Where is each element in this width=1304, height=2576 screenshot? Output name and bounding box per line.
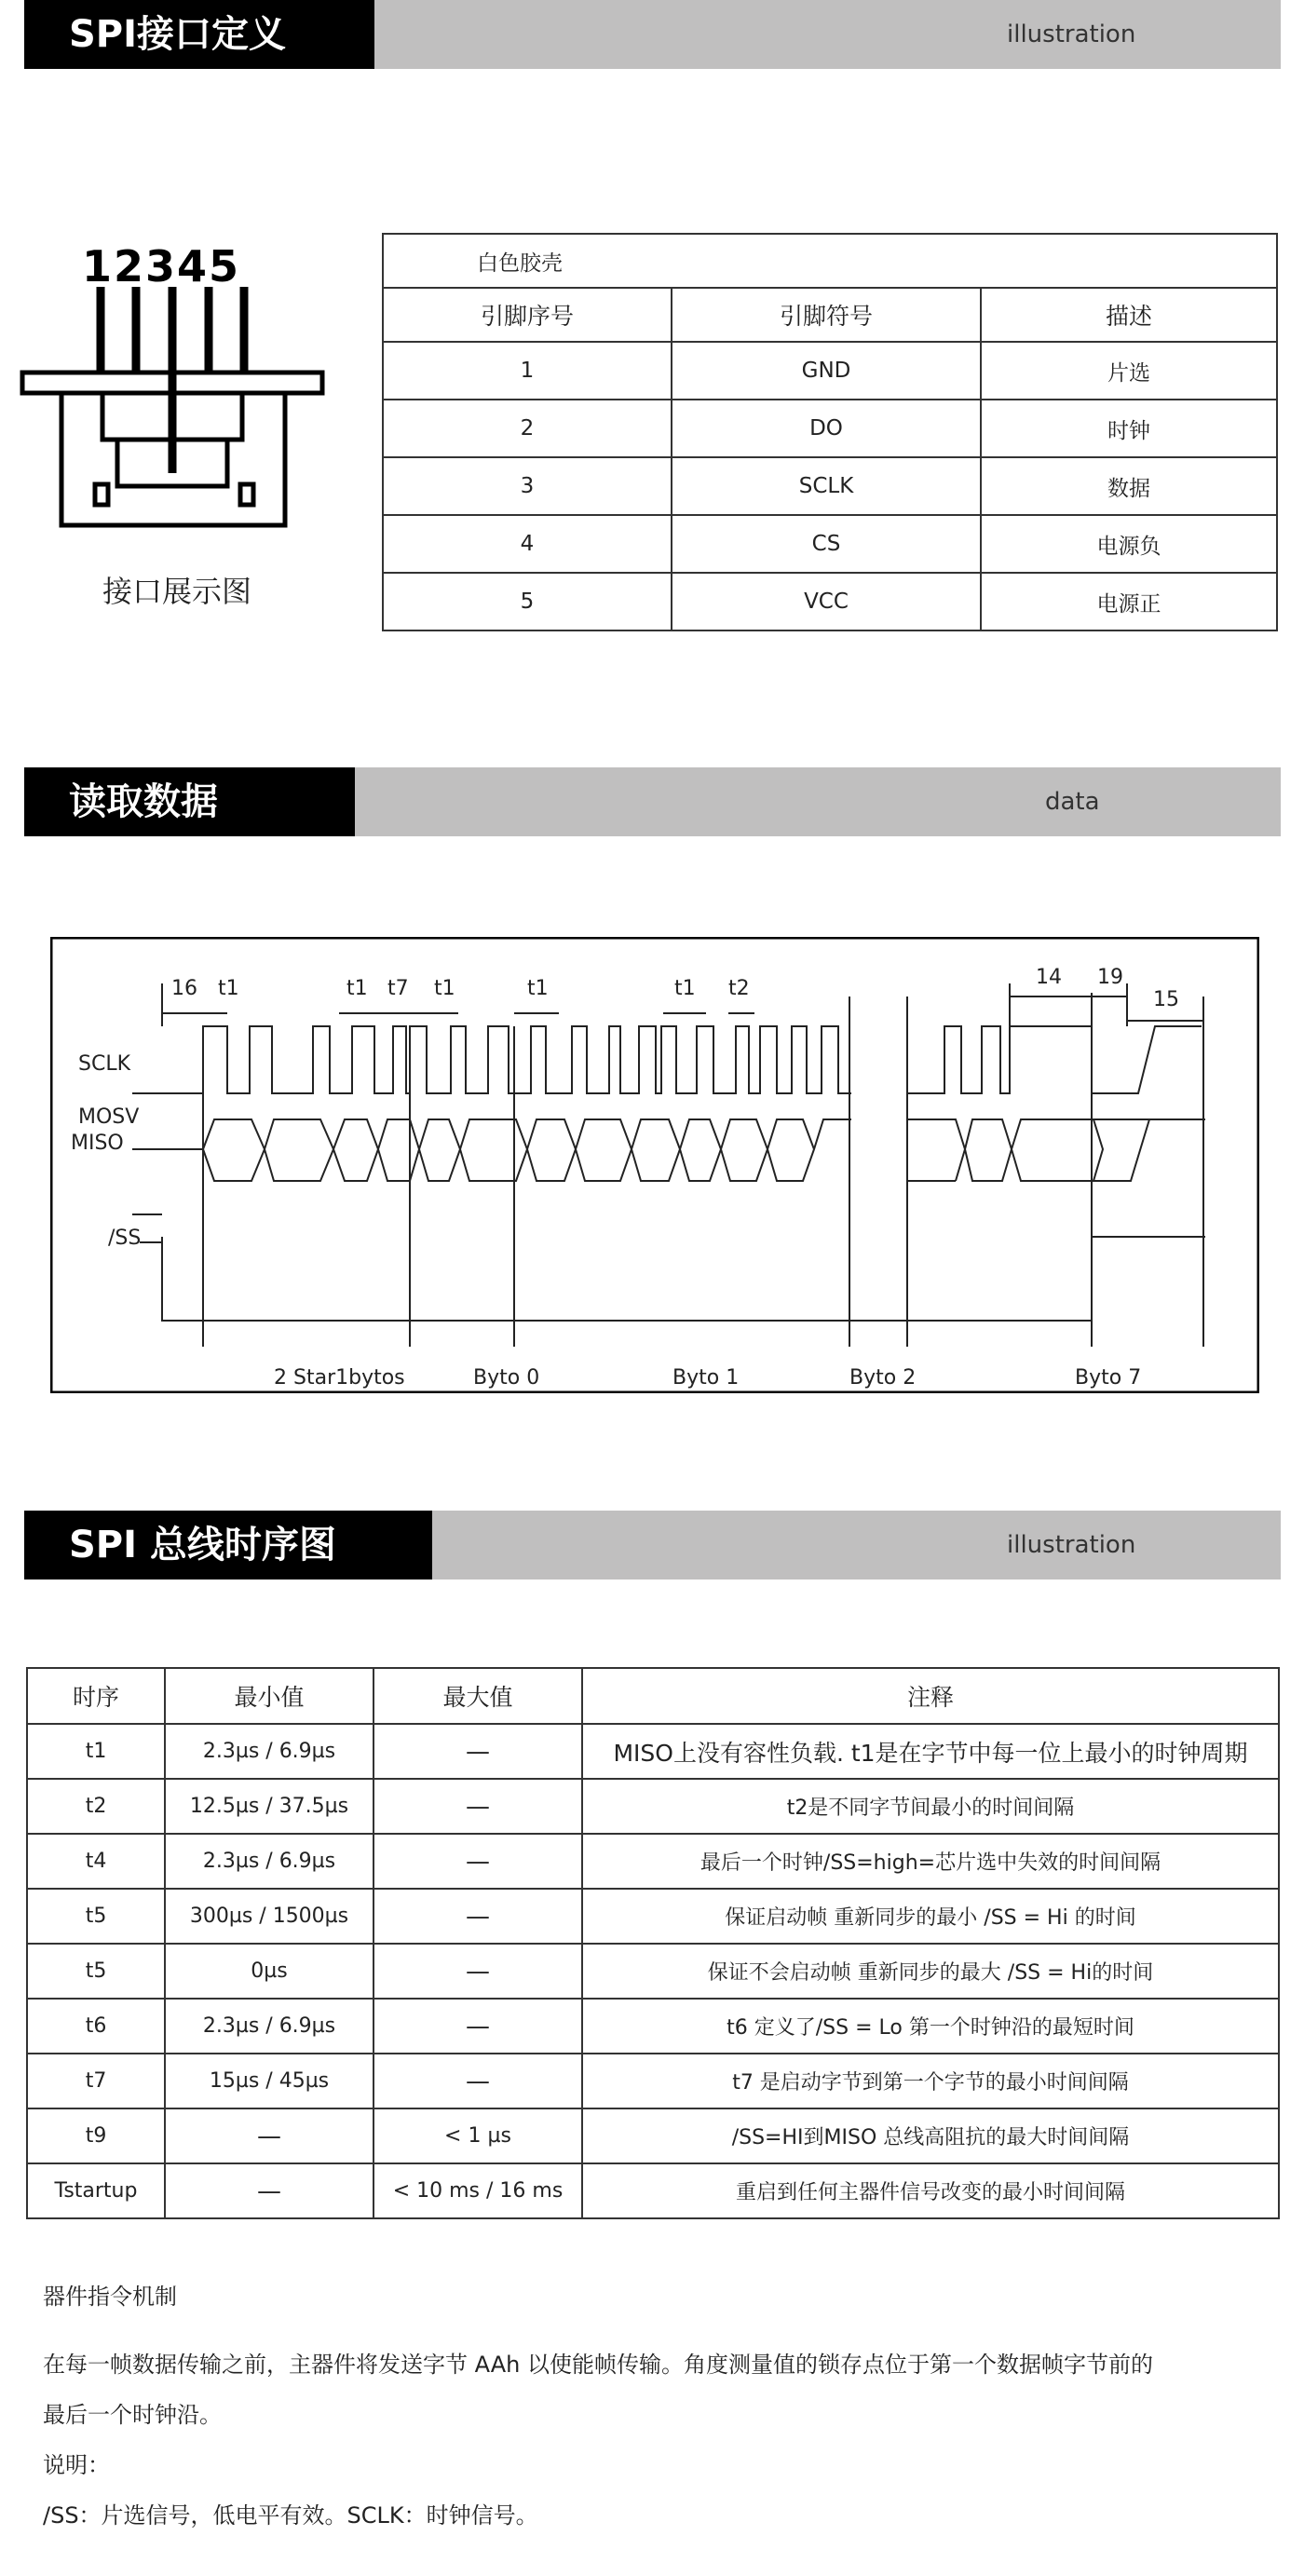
section-header-bus-timing: [24, 1511, 1281, 1579]
interval-label: 14: [1036, 966, 1062, 989]
interval-label: t1: [527, 977, 549, 1000]
spec-min: 0µs: [165, 1944, 374, 1999]
pin-description: 片选: [981, 342, 1277, 400]
interval-label: 15: [1153, 988, 1179, 1011]
spec-max: —: [374, 2054, 582, 2108]
interval-label: t7: [387, 977, 409, 1000]
spec-note: 最后一个时钟/SS=high=芯片选中失效的时间间隔: [582, 1834, 1279, 1889]
table-row: [383, 342, 1277, 400]
spec-max: —: [374, 1724, 582, 1779]
spec-timing: t7: [27, 2054, 165, 2108]
table-row: [27, 1779, 1279, 1834]
signal-label-ss: /SS: [108, 1227, 142, 1250]
table-row: [27, 1999, 1279, 2054]
byte-label: Byto 1: [672, 1366, 740, 1390]
pin-number: 3: [383, 457, 672, 515]
notes-line: 在每一帧数据传输之前，主器件将发送字节 AAh 以使能帧传输。角度测量值的锁存点位于第一个数据帧字节前的: [43, 2352, 1153, 2378]
spec-max: —: [374, 1944, 582, 1999]
spec-min: 2.3µs / 6.9µs: [165, 1724, 374, 1779]
spec-note: 保证启动帧 重新同步的最小 /SS = Hi 的时间: [582, 1889, 1279, 1944]
pin-header-description: 描述: [981, 288, 1277, 342]
pin-number: 5: [383, 573, 672, 630]
pin-description: 时钟: [981, 400, 1277, 457]
spec-max: —: [374, 1834, 582, 1889]
table-row: [383, 573, 1277, 630]
spec-max: < 10 ms / 16 ms: [374, 2163, 582, 2218]
spec-header-note: 注释: [582, 1668, 1279, 1724]
pin-symbol: GND: [672, 342, 981, 400]
spec-note: t7 是启动字节到第一个字节的最小时间间隔: [582, 2054, 1279, 2108]
interval-label: t2: [728, 977, 750, 1000]
spec-min: 12.5µs / 37.5µs: [165, 1779, 374, 1834]
pin-header-symbol: 引脚符号: [672, 288, 981, 342]
spec-note: 重启到任何主器件信号改变的最小时间间隔: [582, 2163, 1279, 2218]
spec-max: < 1 µs: [374, 2108, 582, 2163]
pin-description: 电源负: [981, 515, 1277, 573]
spec-timing: Tstartup: [27, 2163, 165, 2218]
spec-min: 2.3µs / 6.9µs: [165, 1834, 374, 1889]
spec-note: /SS=HI到MISO 总线高阻抗的最大时间间隔: [582, 2108, 1279, 2163]
pin-description: 电源正: [981, 573, 1277, 630]
connector-pin-numbers: 12345: [82, 241, 241, 291]
table-row: [27, 2054, 1279, 2108]
spec-max: —: [374, 1779, 582, 1834]
table-row: [27, 1889, 1279, 1944]
interval-label: t1: [346, 977, 368, 1000]
section-subtitle: illustration: [1007, 20, 1136, 48]
spec-min: 300µs / 1500µs: [165, 1889, 374, 1944]
timing-diagram: [50, 937, 1259, 1393]
signal-label-sclk: SCLK: [78, 1052, 131, 1076]
byte-label: 2 Star1bytos: [274, 1366, 405, 1390]
table-row: [27, 2163, 1279, 2218]
interval-label: 16: [171, 977, 197, 1000]
notes-line: 说明：: [43, 2452, 110, 2478]
pin-header-index: 引脚序号: [383, 288, 672, 342]
table-row: [27, 1944, 1279, 1999]
interval-label: t1: [674, 977, 696, 1000]
table-row: [383, 400, 1277, 457]
pin-symbol: CS: [672, 515, 981, 573]
spec-header-min: 最小值: [165, 1668, 374, 1724]
spec-note: MISO上没有容性负载. t1是在字节中每一位上最小的时钟周期: [582, 1724, 1279, 1779]
notes-heading: 器件指令机制: [43, 2284, 177, 2310]
pin-table: [382, 233, 1278, 631]
pin-symbol: VCC: [672, 573, 981, 630]
spec-timing: t5: [27, 1889, 165, 1944]
section-title: 读取数据: [24, 767, 355, 836]
spec-min: 2.3µs / 6.9µs: [165, 1999, 374, 2054]
table-row: [27, 1834, 1279, 1889]
spec-min: —: [165, 2108, 374, 2163]
section-title: SPI 总线时序图: [24, 1511, 432, 1579]
section-title: SPI接口定义: [24, 0, 374, 69]
section-header-read-data: [24, 767, 1281, 836]
spec-max: —: [374, 1999, 582, 2054]
spec-timing: t5: [27, 1944, 165, 1999]
section-header-spi-interface: [24, 0, 1281, 69]
connector-diagram: [17, 240, 333, 538]
spec-min: —: [165, 2163, 374, 2218]
spec-timing: t4: [27, 1834, 165, 1889]
byte-label: Byto 7: [1075, 1366, 1142, 1390]
spec-timing: t9: [27, 2108, 165, 2163]
spec-timing: t2: [27, 1779, 165, 1834]
spec-header-timing: 时序: [27, 1668, 165, 1724]
spec-timing: t6: [27, 1999, 165, 2054]
table-row: [27, 1724, 1279, 1779]
pin-symbol: DO: [672, 400, 981, 457]
section-subtitle: data: [1045, 788, 1100, 816]
pin-number: 4: [383, 515, 672, 573]
pin-number: 1: [383, 342, 672, 400]
pin-number: 2: [383, 400, 672, 457]
spec-table: [26, 1667, 1280, 2219]
notes: [43, 2272, 1272, 2541]
signal-label-mosv: MOSV: [78, 1105, 140, 1129]
spec-min: 15µs / 45µs: [165, 2054, 374, 2108]
spec-note: t2是不同字节间最小的时间间隔: [582, 1779, 1279, 1834]
spec-timing: t1: [27, 1724, 165, 1779]
spec-header-max: 最大值: [374, 1668, 582, 1724]
shell-label: 白色胶壳: [383, 234, 1277, 288]
connector-pins: [101, 287, 244, 373]
byte-label: Byto 2: [849, 1366, 917, 1390]
interval-label: t1: [434, 977, 455, 1000]
interval-label: t1: [218, 977, 239, 1000]
spec-max: —: [374, 1889, 582, 1944]
table-row: [383, 457, 1277, 515]
connector-caption: 接口展示图: [102, 574, 252, 609]
timing-frame: [51, 938, 1258, 1392]
table-row: [27, 2108, 1279, 2163]
pin-symbol: SCLK: [672, 457, 981, 515]
notes-line: 最后一个时钟沿。: [43, 2402, 222, 2428]
section-subtitle: illustration: [1007, 1531, 1136, 1559]
table-row: [383, 515, 1277, 573]
spec-note: t6 定义了/SS = Lo 第一个时钟沿的最短时间: [582, 1999, 1279, 2054]
signal-label-miso: MISO: [71, 1132, 124, 1155]
interval-label: 19: [1097, 966, 1123, 989]
notes-line: /SS：片选信号，低电平有效。SCLK：时钟信号。: [43, 2502, 538, 2529]
spec-note: 保证不会启动帧 重新同步的最大 /SS = Hi的时间: [582, 1944, 1279, 1999]
byte-label: Byto 0: [473, 1366, 540, 1390]
pin-description: 数据: [981, 457, 1277, 515]
